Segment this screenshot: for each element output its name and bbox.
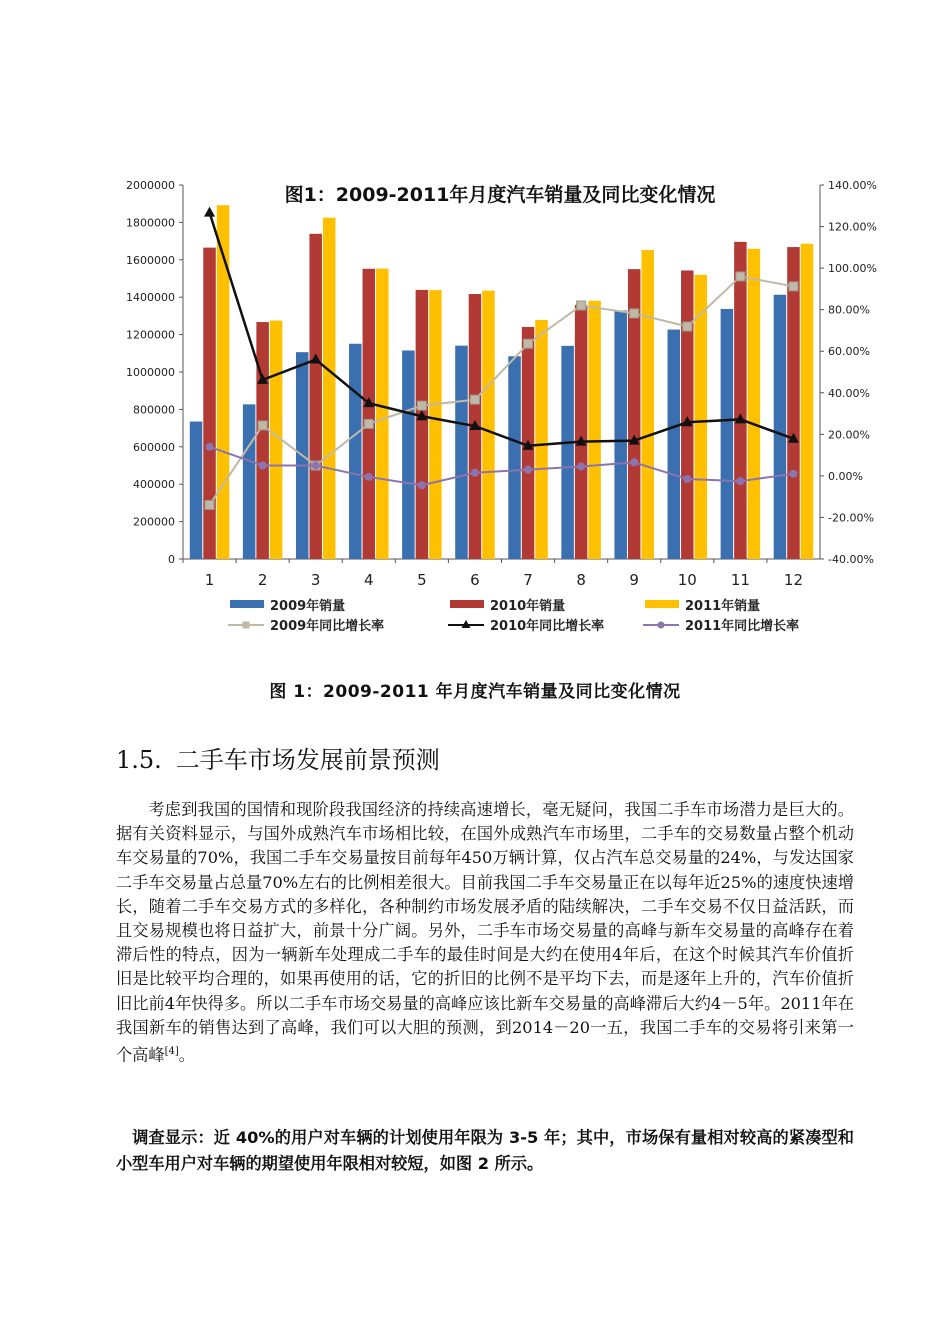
paragraph-text: 考虑到我国的国情和现阶段我国经济的持续高速增长，毫无疑问，我国二手车市场潜力是巨大的。据有关资料显示，与国外成熟汽车市场相比较，在国外成熟汽车市场里，二手车的交易数量占整个机动车交易量的70%，我国二手车交易量按目前每年450万辆计算，仅占汽车总交易量的24%，与发达国家二手车交易量占总量70%左右的比例相差很大。目前我国二手车交易量正在以每年近25%的速度快速增长，随着二手车交易方式的多样化，各种制约市场发展矛盾的陆续解决，二手车交易不仅日益活跃，而且交易规模也将日益扩大，前景十分广阔。另外，二手车市场交易量的高峰与新车交易量的高峰存在着滞后性的特点，因为一辆新车处理成二手车的最佳时间是大约在使用4年后，在这个时候其汽车价值折旧是比较平均合理的，如果再使用的话，它的折旧的比例不是平均下去，而是逐年上升的，汽车价值折旧比前4年快得多。所以二手车市场交易量的高峰应该比新车交易量的高峰滞后大约4－5年。2011年在我国新车的销售达到了高峰，我们可以大胆的预测，到2014－20一五，我国二手车的交易将引来第一个高峰 [116,800,854,1065]
left-tick-label: 2000000 [126,179,175,192]
legend-label: 2011年销量 [685,599,761,614]
bar-2009年销量 [402,350,415,559]
legend-marker [658,622,665,629]
bar-2010年销量 [203,248,216,559]
citation-ref: [4] [164,1046,179,1058]
bar-2009年销量 [455,346,468,559]
x-tick-label: 7 [523,571,533,589]
x-tick-label: 6 [470,571,480,589]
left-tick-label: 600000 [133,440,175,454]
point-2011年同比增长率 [577,463,585,471]
section-title: 二手车市场发展前景预测 [175,746,440,774]
right-tick-label: 140.00% [828,179,877,192]
point-2009年同比增长率 [577,301,586,310]
bar-2009年销量 [190,422,203,559]
bar-2009年销量 [668,330,681,559]
bar-2011年销量 [323,218,336,559]
bar-2011年销量 [535,320,548,559]
legend-swatch [450,600,484,608]
x-tick-label: 3 [310,571,321,589]
point-2009年同比增长率 [470,395,479,404]
survey-paragraph: 调查显示：近 40%的用户对车辆的计划使用年限为 3-5 年；其中，市场保有量相对较高的紧凑型和小型车用户对车辆的期望使用年限相对较短，如图 2 所示。 [116,1128,854,1173]
figure-caption: 图 1：2009-2011 年月度汽车销量及同比变化情况 [269,682,681,702]
point-2009年同比增长率 [417,401,426,410]
left-tick-label: 1800000 [126,216,175,230]
point-2011年同比增长率 [736,477,744,485]
bar-2010年销量 [256,322,269,559]
point-2011年同比增长率 [524,466,532,474]
bar-2010年销量 [575,305,588,559]
point-2011年同比增长率 [365,473,373,481]
left-tick-label: 1000000 [126,366,175,379]
point-2011年同比增长率 [206,443,214,451]
point-2011年同比增长率 [471,469,479,477]
bar-2010年销量 [734,242,747,559]
left-tick-label: 200000 [133,515,175,529]
left-tick-label: 1400000 [126,291,175,305]
point-2011年同比增长率 [789,470,797,478]
section-heading [116,740,454,775]
sales-chart [110,168,890,648]
legend-label: 2009年销量 [270,599,346,614]
bar-2009年销量 [349,344,362,559]
right-tick-label: 0.00% [828,469,863,483]
point-2011年同比增长率 [259,462,267,470]
point-2009年同比增长率 [524,339,533,348]
left-tick-label: 400000 [133,478,175,492]
bar-2011年销量 [588,301,601,559]
point-2011年同比增长率 [418,481,426,489]
bar-2009年销量 [243,404,256,559]
body-paragraph [116,798,854,1068]
bar-2009年销量 [508,356,520,559]
legend-label: 2010年销量 [490,599,566,614]
x-tick-label: 9 [629,571,639,589]
bar-2009年销量 [561,346,574,559]
x-tick-label: 4 [364,571,374,589]
legend-label: 2011年同比增长率 [685,619,800,634]
right-tick-label: 40.00% [828,386,870,400]
legend-marker [243,622,250,629]
bar-2010年销量 [309,234,322,559]
legend-label: 2010年同比增长率 [490,619,605,634]
right-tick-label: -20.00% [828,511,874,525]
point-2010年同比增长率 [204,207,215,217]
legend-swatch [645,600,679,608]
bar-2010年销量 [787,247,800,559]
point-2009年同比增长率 [683,322,692,331]
x-tick-label: 2 [257,571,268,589]
bar-2010年销量 [681,270,694,559]
bar-2010年销量 [363,269,376,559]
left-tick-label: 0 [168,553,175,566]
left-tick-label: 800000 [133,403,175,417]
right-tick-label: 80.00% [828,303,870,317]
point-2009年同比增长率 [258,421,267,430]
x-tick-label: 8 [576,571,586,589]
right-tick-label: 120.00% [828,220,877,234]
bar-2011年销量 [641,250,654,559]
point-2009年同比增长率 [630,309,639,318]
bar-2009年销量 [721,309,734,559]
point-2009年同比增长率 [736,272,745,281]
right-tick-label: 20.00% [828,428,870,442]
bar-2009年销量 [774,295,787,559]
point-2011年同比增长率 [312,462,320,470]
bar-2011年销量 [429,290,442,559]
legend-swatch [230,600,264,608]
x-tick-label: 11 [730,571,750,589]
point-2011年同比增长率 [630,458,638,466]
bar-2009年销量 [614,310,627,559]
right-tick-label: -40.00% [828,553,874,566]
bar-2011年销量 [801,244,814,559]
point-2009年同比增长率 [364,419,373,428]
section-number: 1.5. [116,746,162,774]
x-tick-label: 10 [677,571,697,589]
bar-2011年销量 [376,269,389,559]
x-tick-label: 5 [417,571,427,589]
right-tick-label: 60.00% [828,345,870,359]
bar-2010年销量 [416,290,429,559]
left-tick-label: 1600000 [126,253,175,267]
chart-svg [110,168,890,648]
right-tick-label: 100.00% [828,262,877,276]
legend-label: 2009年同比增长率 [270,619,385,634]
bar-2011年销量 [482,291,495,559]
point-2011年同比增长率 [683,475,691,483]
bar-2011年销量 [748,249,761,559]
point-2009年同比增长率 [205,500,214,509]
x-tick-label: 1 [204,571,215,589]
x-tick-label: 12 [783,571,804,589]
chart-title: 图1：2009-2011年月度汽车销量及同比变化情况 [284,184,716,206]
left-tick-label: 1200000 [126,328,175,342]
paragraph-end: 。 [178,1045,195,1065]
point-2009年同比增长率 [789,282,798,291]
